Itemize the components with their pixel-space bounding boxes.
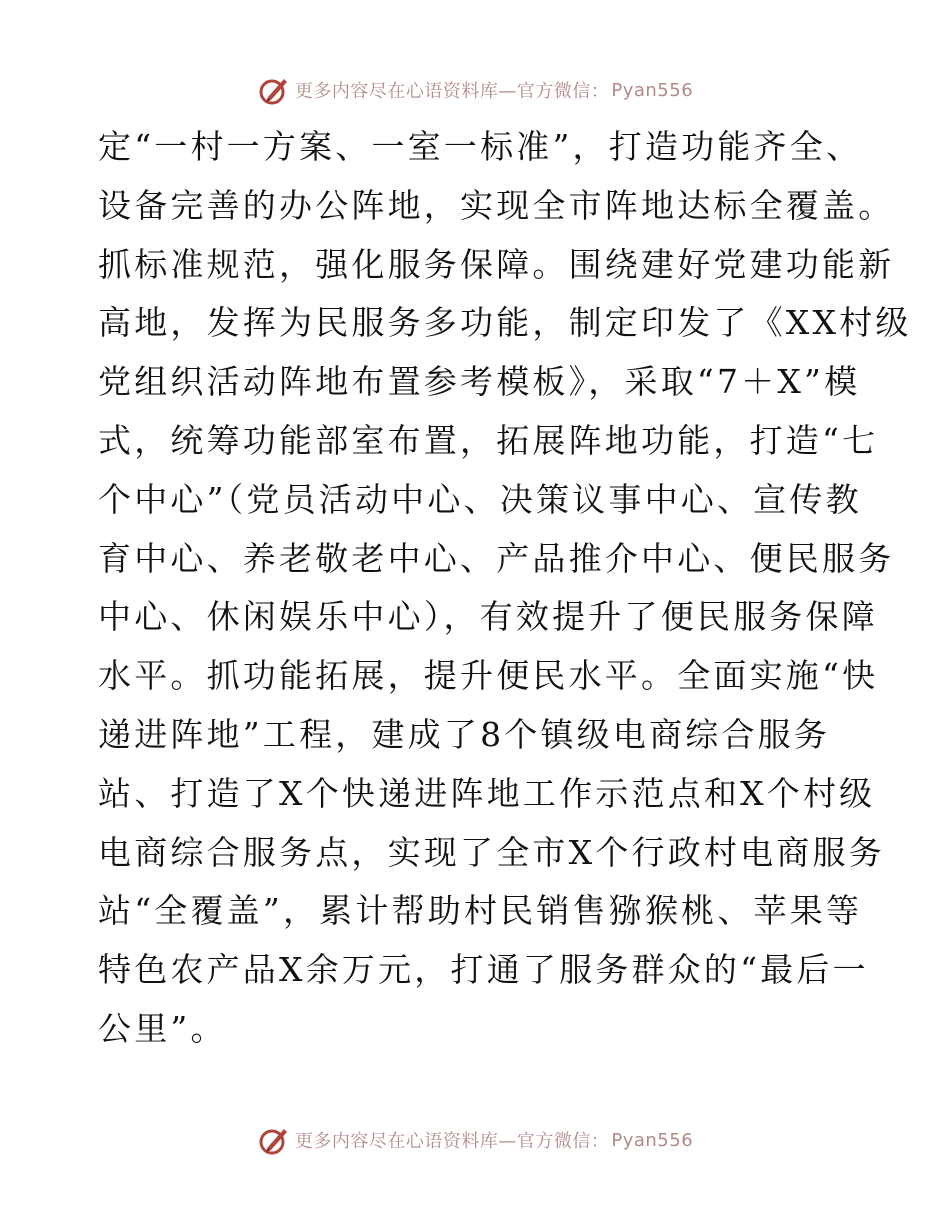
body-line: 育中心、养老敬老中心、产品推介中心、便民服务 xyxy=(98,538,895,578)
body-line: 公里”。 xyxy=(98,1008,227,1048)
watermark-wechat-id: Pyan556 xyxy=(611,1129,694,1151)
body-line: 个中心”（党员活动中心、决策议事中心、宣传教 xyxy=(98,479,862,519)
body-line: 党组织活动阵地布置参考模板》，采取“7＋X”模 xyxy=(98,362,861,402)
body-line: 特色农产品X余万元，打通了服务群众的“最后一 xyxy=(98,950,869,990)
document-body xyxy=(98,118,912,1059)
body-line: 抓标准规范，强化服务保障。围绕建好党建功能新 xyxy=(98,244,895,284)
body-line: 站、打造了X个快递进阵地工作示范点和X个村级 xyxy=(98,773,876,813)
watermark-header xyxy=(0,70,950,110)
watermark-footer xyxy=(0,1120,950,1160)
body-line: 电商综合服务点，实现了全市X个行政村电商服务 xyxy=(98,832,885,872)
body-line: 水平。抓功能拓展，提升便民水平。全面实施“快 xyxy=(98,656,879,696)
body-line: 定“一村一方案、一室一标准”，打造功能齐全、 xyxy=(98,127,863,166)
body-line: 中心、休闲娱乐中心），有效提升了便民服务保障 xyxy=(98,597,878,637)
body-line: 高地，发挥为民服务多功能，制定印发了《XX村级 xyxy=(98,303,912,343)
pen-logo-icon xyxy=(257,73,291,107)
body-line: 设备完善的办公阵地，实现全市阵地达标全覆盖。 xyxy=(98,185,895,225)
pen-logo-icon xyxy=(257,1123,291,1157)
watermark-wechat-id: Pyan556 xyxy=(611,79,694,101)
body-line: 递进阵地”工程，建成了8个镇级电商综合服务 xyxy=(98,714,831,754)
body-line: 站“全覆盖”，累计帮助村民销售猕猴桃、苹果等 xyxy=(98,891,863,931)
body-line: 式，统筹功能部室布置，拓展阵地功能，打造“七 xyxy=(98,420,879,460)
watermark-text: 更多内容尽在心语资料库—官方微信： xyxy=(294,1131,610,1152)
watermark-text: 更多内容尽在心语资料库—官方微信： xyxy=(294,81,610,102)
